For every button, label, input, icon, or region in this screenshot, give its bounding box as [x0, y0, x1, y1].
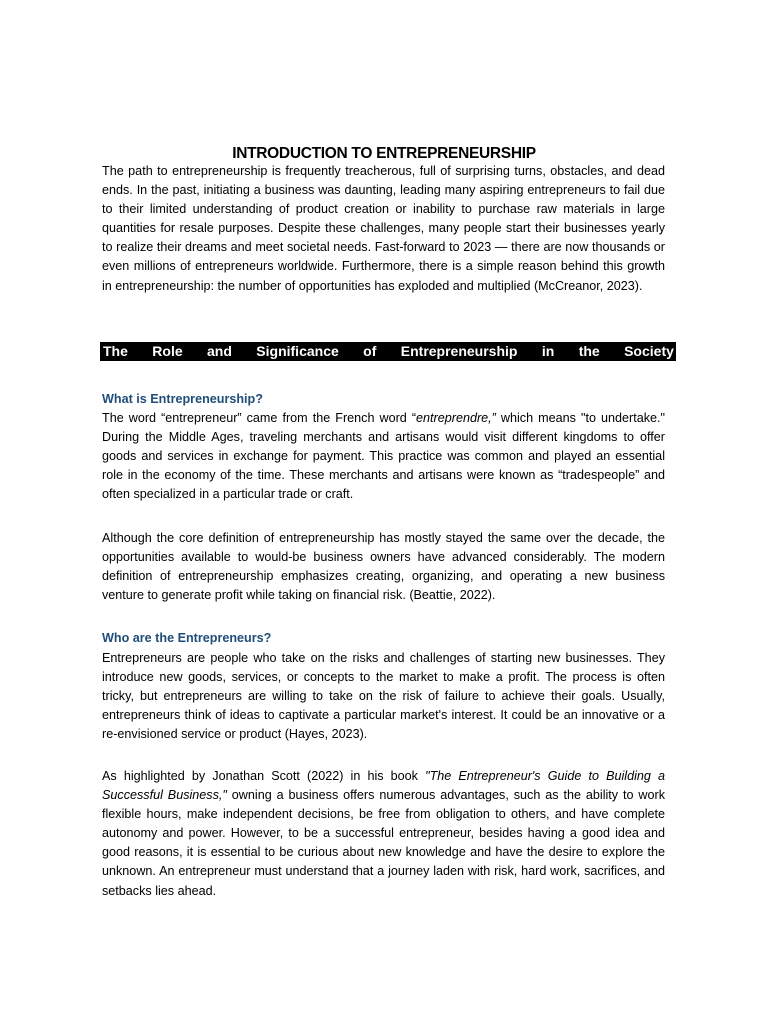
section-heading-what-is: What is Entrepreneurship?	[102, 392, 263, 406]
text-run: The word “entrepreneur” came from the French word “	[102, 411, 417, 425]
text-run: which means "to undertake." During the Middle Ages, traveling merchants and artisans would visit different kingdoms to offer goods and services in exchange for payment. This practice was common and played an essential role in the economy of the time. These merchants and artisans were known as “tradespeople” and often specialized in a particular trade or craft.	[102, 411, 665, 502]
banner-word: the	[578, 343, 600, 359]
banner-word: Significance	[256, 343, 339, 359]
page-title: INTRODUCTION TO ENTREPRENEURSHIP	[232, 145, 536, 163]
italic-book-title: "The Entrepreneur's Guide to Building a Successful Business,"	[102, 769, 665, 803]
banner-word: Society	[624, 343, 674, 359]
paragraph-modern-definition: Although the core definition of entrepreneurship has mostly stayed the same over the decade, the opportunities available to would-be business owners have advanced considerably. The modern definition of entrepreneurship emphasizes creating, organizing, and operating a new business venture to generate profit while taking on financial risk. (Beattie, 2022).	[102, 531, 665, 603]
banner-word: Role	[152, 343, 183, 359]
banner-word: Entrepreneurship	[400, 343, 518, 359]
banner-word: of	[363, 343, 377, 359]
banner-word: The	[103, 343, 128, 359]
paragraph-etymology	[102, 409, 665, 504]
section-banner	[100, 342, 676, 361]
intro-paragraph: The path to entrepreneurship is frequently treacherous, full of surprising turns, obstacles, and dead ends. In the past, initiating a business was daunting, leading many aspiring entrepreneurs to fail due to their limited understanding of product creation or inability to purchase raw materials in large quantities for resale purposes. Despite these challenges, many people start their businesses yearly to realize their dreams and meet societal needs. Fast-forward to 2023 — there are now thousands or even millions of entrepreneurs worldwide. Furthermore, there is a simple reason behind this growth in entrepreneurship: the number of opportunities has exploded and multiplied (McCreanor, 2023).	[102, 164, 665, 293]
section-heading-who-are: Who are the Entrepreneurs?	[102, 631, 272, 645]
banner-word: and	[207, 343, 232, 359]
paragraph-entrepreneurs: Entrepreneurs are people who take on the risks and challenges of starting new businesses. They introduce new goods, services, or concepts to the market to make a profit. The process is often tricky, but entrepreneurs are willing to take on the risk of failure to achieve their goals. Usually, entrepreneurs think of ideas to captivate a particular market's interest. It could be an innovative or a re-envisioned service or product (Hayes, 2023).	[102, 651, 665, 742]
paragraph-scott-quote	[102, 767, 665, 901]
banner-word: in	[541, 343, 555, 359]
text-run: As highlighted by Jonathan Scott (2022) in his book	[102, 769, 426, 783]
text-run: owning a business offers numerous advantages, such as the ability to work flexible hours, make independent decisions, be free from obligation to others, and have complete autonomy and power. However, to be a successful entrepreneur, besides having a good idea and good reasons, it is essential to be curious about new knowledge and have the desire to explore the unknown. An entrepreneur must understand that a journey laden with risk, hard work, sacrifices, and setbacks lies ahead.	[102, 788, 666, 898]
italic-term: entreprendre,”	[416, 411, 496, 425]
